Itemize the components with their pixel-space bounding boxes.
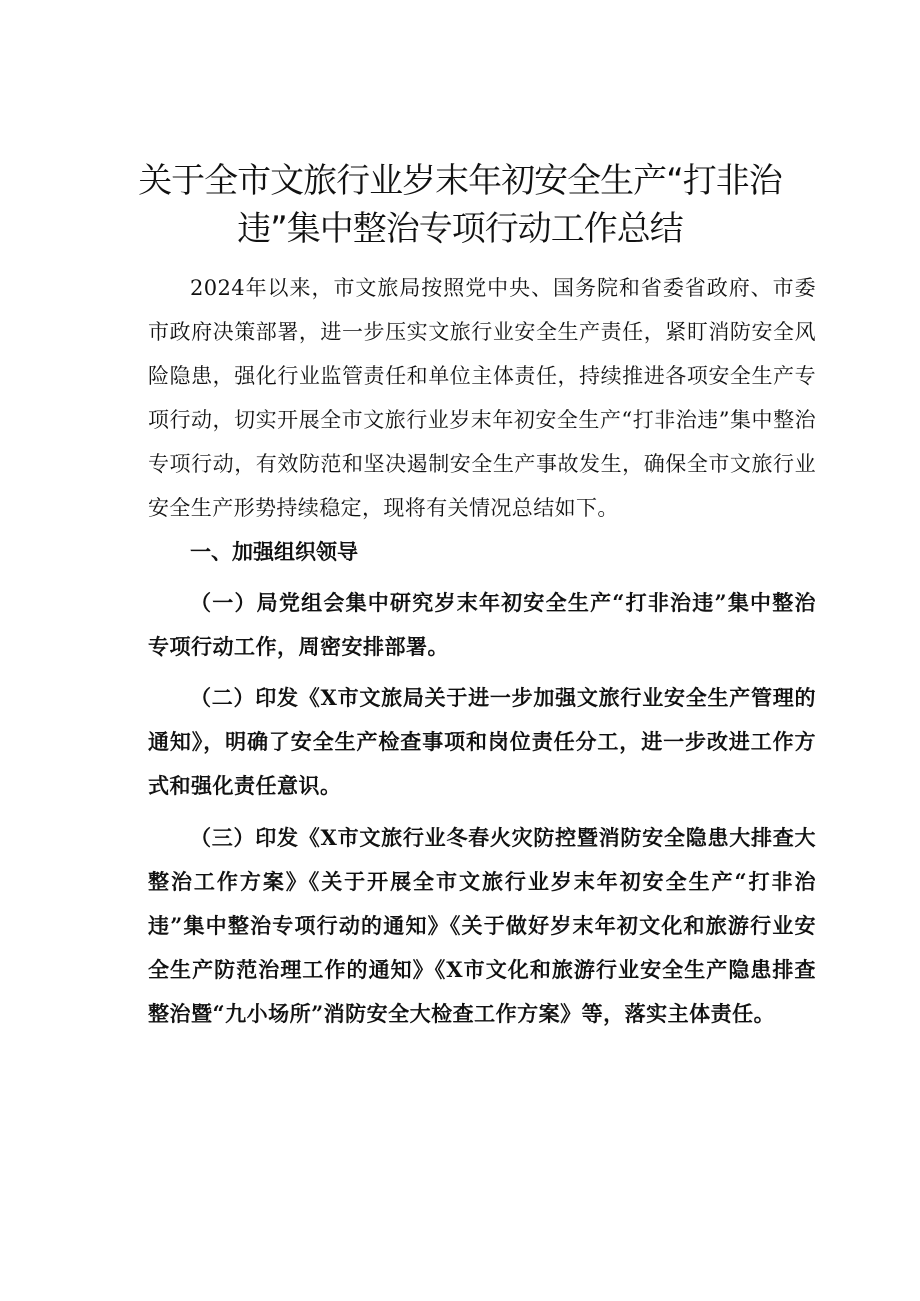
list-item-3: （三）印发《X市文旅行业冬春火灾防控暨消防安全隐患大排查大整治工作方案》《关于开展全市文旅行业岁末年初安全生产“打非治违”集中整治专项行动的通知》《关于做好岁末年初文化和旅游行业安全生产防范治理工作的通知》《X市文化和旅游行业安全生产隐患排查整治暨“九小场所”消防安全大检查工作方案》等，落实主体责任。 <box>148 825 816 1026</box>
title-line-2: 违”集中整治专项行动工作总结 <box>237 209 683 249</box>
title-line-1: 关于全市文旅行业岁末年初安全生产“打非治 <box>138 161 782 201</box>
list-item-1: （一）局党组会集中研究岁末年初安全生产“打非治违”集中整治专项行动工作，周密安排部署。 <box>148 590 816 659</box>
section-heading-1: 一、加强组织领导 <box>190 540 358 564</box>
intro-paragraph: 2024年以来，市文旅局按照党中央、国务院和省委省政府、市委市政府决策部署，进一步压实文旅行业安全生产责任，紧盯消防安全风险隐患，强化行业监管责任和单位主体责任，持续推进各项安全生产专项行动，切实开展全市文旅行业岁末年初安全生产“打非治违”集中整治专项行动，有效防范和坚决遏制安全生产事故发生，确保全市文旅行业安全生产形势持续稳定，现将有关情况总结如下。 <box>148 276 816 520</box>
list-item-2: （二）印发《X市文旅局关于进一步加强文旅行业安全生产管理的通知》，明确了安全生产检查事项和岗位责任分工，进一步改进工作方式和强化责任意识。 <box>148 685 816 798</box>
document-title <box>0 157 920 253</box>
